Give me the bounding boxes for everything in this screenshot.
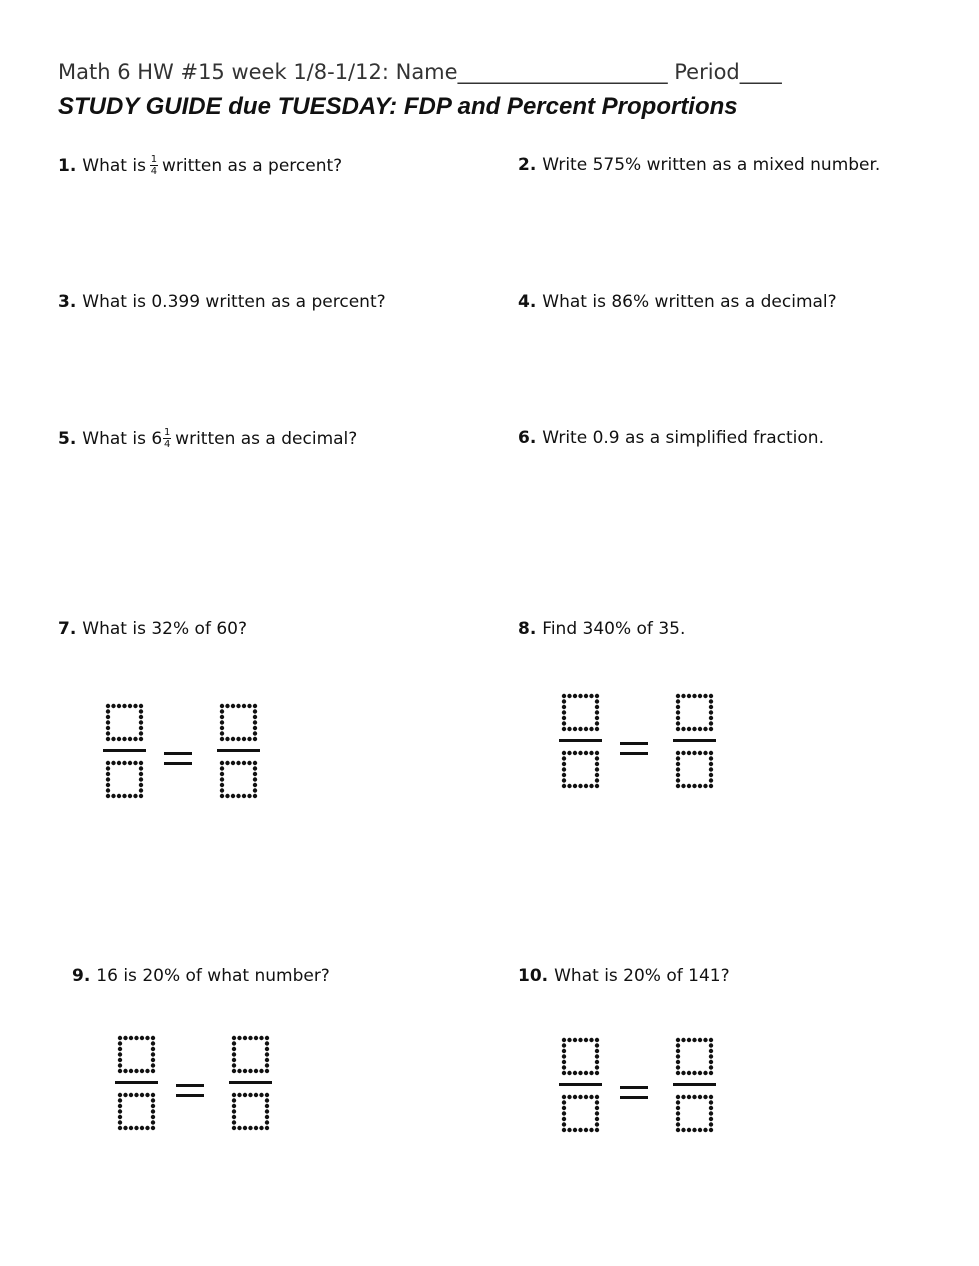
numerator-box bbox=[220, 704, 257, 741]
fraction-bar bbox=[115, 1081, 158, 1084]
question-text: What is 0.399 written as a percent? bbox=[82, 292, 386, 312]
numerator-box bbox=[676, 694, 713, 731]
denominator-box bbox=[106, 761, 143, 798]
equals-top bbox=[620, 1086, 648, 1089]
denominator-box bbox=[118, 1093, 155, 1130]
numerator-box bbox=[232, 1036, 269, 1073]
fraction bbox=[150, 155, 158, 176]
question-text: Write 575% written as a mixed number. bbox=[542, 155, 881, 175]
question-4 bbox=[518, 292, 837, 312]
equals-top bbox=[164, 752, 192, 755]
period-blank[interactable]: ____ bbox=[739, 60, 782, 84]
question-1 bbox=[58, 155, 342, 176]
denominator-box bbox=[676, 1095, 713, 1132]
question-text: Find 340% of 35. bbox=[542, 619, 686, 639]
numerator-box bbox=[562, 1038, 599, 1075]
fraction-denominator: 4 bbox=[150, 166, 158, 177]
equals-bottom bbox=[164, 762, 192, 765]
proportion-diagram-10 bbox=[556, 1034, 726, 1146]
question-text-after: written as a percent? bbox=[161, 155, 343, 176]
fraction-numerator: 1 bbox=[150, 154, 158, 165]
fraction bbox=[163, 428, 171, 449]
fraction-bar bbox=[559, 739, 602, 742]
denominator-box bbox=[562, 751, 599, 788]
proportion-diagram-8 bbox=[556, 690, 726, 802]
question-number: 7. bbox=[58, 619, 77, 639]
question-text: What is 32% of 60? bbox=[82, 619, 247, 639]
name-label: Name bbox=[395, 60, 458, 84]
equals-bottom bbox=[620, 1096, 648, 1099]
proportion-svg bbox=[112, 1032, 282, 1144]
fraction-bar bbox=[673, 1083, 716, 1086]
question-text: What is 20% of 141? bbox=[554, 966, 730, 986]
proportion-svg bbox=[556, 690, 726, 802]
question-9 bbox=[72, 966, 330, 986]
denominator-box bbox=[232, 1093, 269, 1130]
fraction-bar bbox=[103, 749, 146, 752]
equals-bottom bbox=[620, 752, 648, 755]
equals-top bbox=[176, 1084, 204, 1087]
question-6 bbox=[518, 428, 824, 448]
question-number: 8. bbox=[518, 619, 537, 639]
denominator-box bbox=[220, 761, 257, 798]
denominator-box bbox=[676, 751, 713, 788]
proportion-diagram-7 bbox=[100, 700, 270, 812]
numerator-box bbox=[106, 704, 143, 741]
name-blank[interactable]: ____________________ bbox=[457, 60, 668, 84]
question-number: 4. bbox=[518, 292, 537, 312]
fraction-bar bbox=[229, 1081, 272, 1084]
question-3 bbox=[58, 292, 386, 312]
proportion-svg bbox=[100, 700, 270, 812]
numerator-box bbox=[676, 1038, 713, 1075]
question-5 bbox=[58, 428, 357, 449]
question-number: 3. bbox=[58, 292, 77, 312]
question-text-before: What is bbox=[82, 155, 146, 176]
class-label: Math 6 HW #15 week 1/8-1/12: bbox=[58, 60, 396, 84]
question-text-before: What is 6 bbox=[82, 428, 163, 449]
question-7 bbox=[58, 619, 247, 639]
question-2 bbox=[518, 155, 880, 175]
question-10 bbox=[518, 966, 730, 986]
proportion-diagram-9 bbox=[112, 1032, 282, 1144]
question-number: 6. bbox=[518, 428, 537, 448]
question-text-after: written as a decimal? bbox=[175, 428, 358, 449]
fraction-bar bbox=[559, 1083, 602, 1086]
question-number: 10. bbox=[518, 966, 549, 986]
question-number: 1. bbox=[58, 155, 77, 176]
fraction-bar bbox=[217, 749, 260, 752]
question-text: What is 86% written as a decimal? bbox=[542, 292, 837, 312]
proportion-svg bbox=[556, 1034, 726, 1146]
page-title: STUDY GUIDE due TUESDAY: FDP and Percent Proportions bbox=[58, 93, 738, 120]
numerator-box bbox=[562, 694, 599, 731]
question-number: 2. bbox=[518, 155, 537, 175]
question-text: Write 0.9 as a simplified fraction. bbox=[542, 428, 824, 448]
period-label: Period bbox=[674, 60, 740, 84]
question-number: 5. bbox=[58, 428, 77, 449]
equals-bottom bbox=[176, 1094, 204, 1097]
question-text: 16 is 20% of what number? bbox=[96, 966, 330, 986]
equals-top bbox=[620, 742, 648, 745]
header-line bbox=[58, 60, 782, 84]
question-number: 9. bbox=[72, 966, 91, 986]
fraction-numerator: 1 bbox=[163, 427, 171, 438]
question-8 bbox=[518, 619, 685, 639]
denominator-box bbox=[562, 1095, 599, 1132]
numerator-box bbox=[118, 1036, 155, 1073]
fraction-denominator: 4 bbox=[163, 439, 171, 450]
fraction-bar bbox=[673, 739, 716, 742]
